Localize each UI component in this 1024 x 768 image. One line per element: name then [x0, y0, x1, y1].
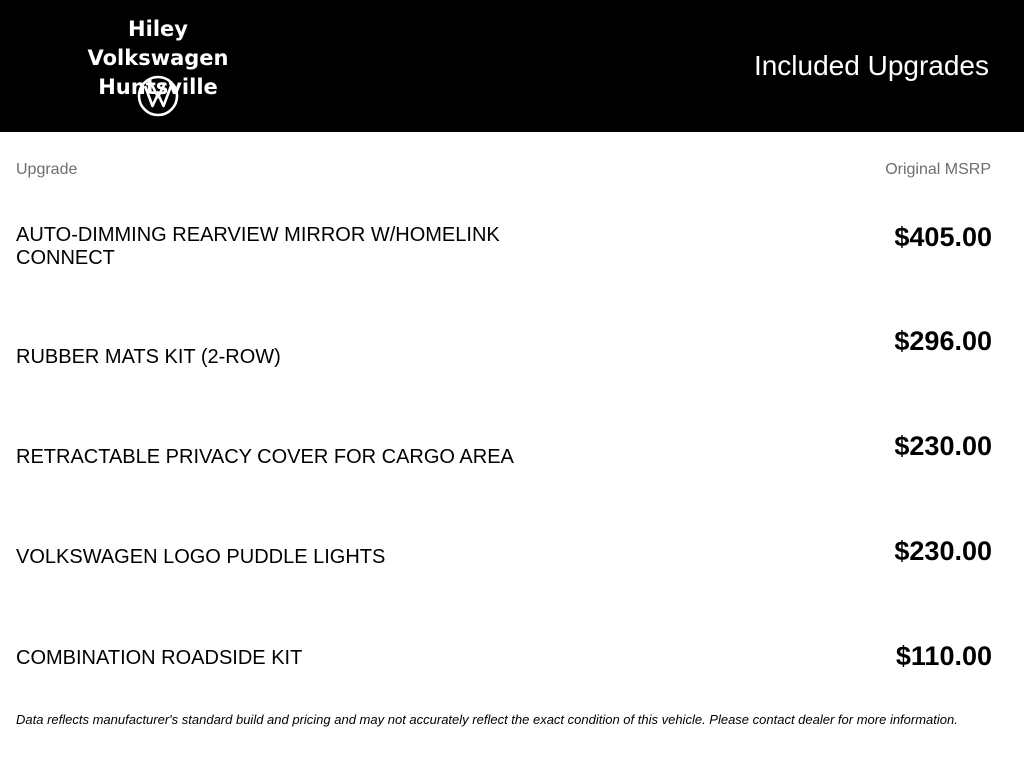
column-header-upgrade: Upgrade [16, 161, 78, 178]
upgrade-name: VOLKSWAGEN LOGO PUDDLE LIGHTS [16, 546, 386, 568]
upgrade-name: COMBINATION ROADSIDE KIT [16, 647, 303, 669]
upgrade-name: AUTO-DIMMING REARVIEW MIRROR W/HOMELINK CONNECT [16, 224, 500, 269]
upgrade-price: $230.00 [894, 431, 992, 461]
disclaimer-text: Data reflects manufacturer's standard build and pricing and may not accurately reflect the exact condition of this vehicle. Please contact dealer for more information. [16, 712, 958, 727]
upgrade-name: RETRACTABLE PRIVACY COVER FOR CARGO AREA [16, 446, 514, 468]
dealer-name-line1: Hiley Volkswagen [87, 17, 229, 70]
upgrade-price: $296.00 [894, 326, 992, 356]
upgrade-name: RUBBER MATS KIT (2-ROW) [16, 346, 281, 368]
upgrade-price: $230.00 [894, 536, 992, 566]
dealer-name-line2: Huntsville [98, 75, 218, 99]
upgrade-price: $405.00 [894, 222, 992, 252]
column-header-msrp: Original MSRP [885, 161, 991, 178]
page-title: Included Upgrades [753, 50, 989, 81]
upgrade-price: $110.00 [895, 641, 992, 671]
